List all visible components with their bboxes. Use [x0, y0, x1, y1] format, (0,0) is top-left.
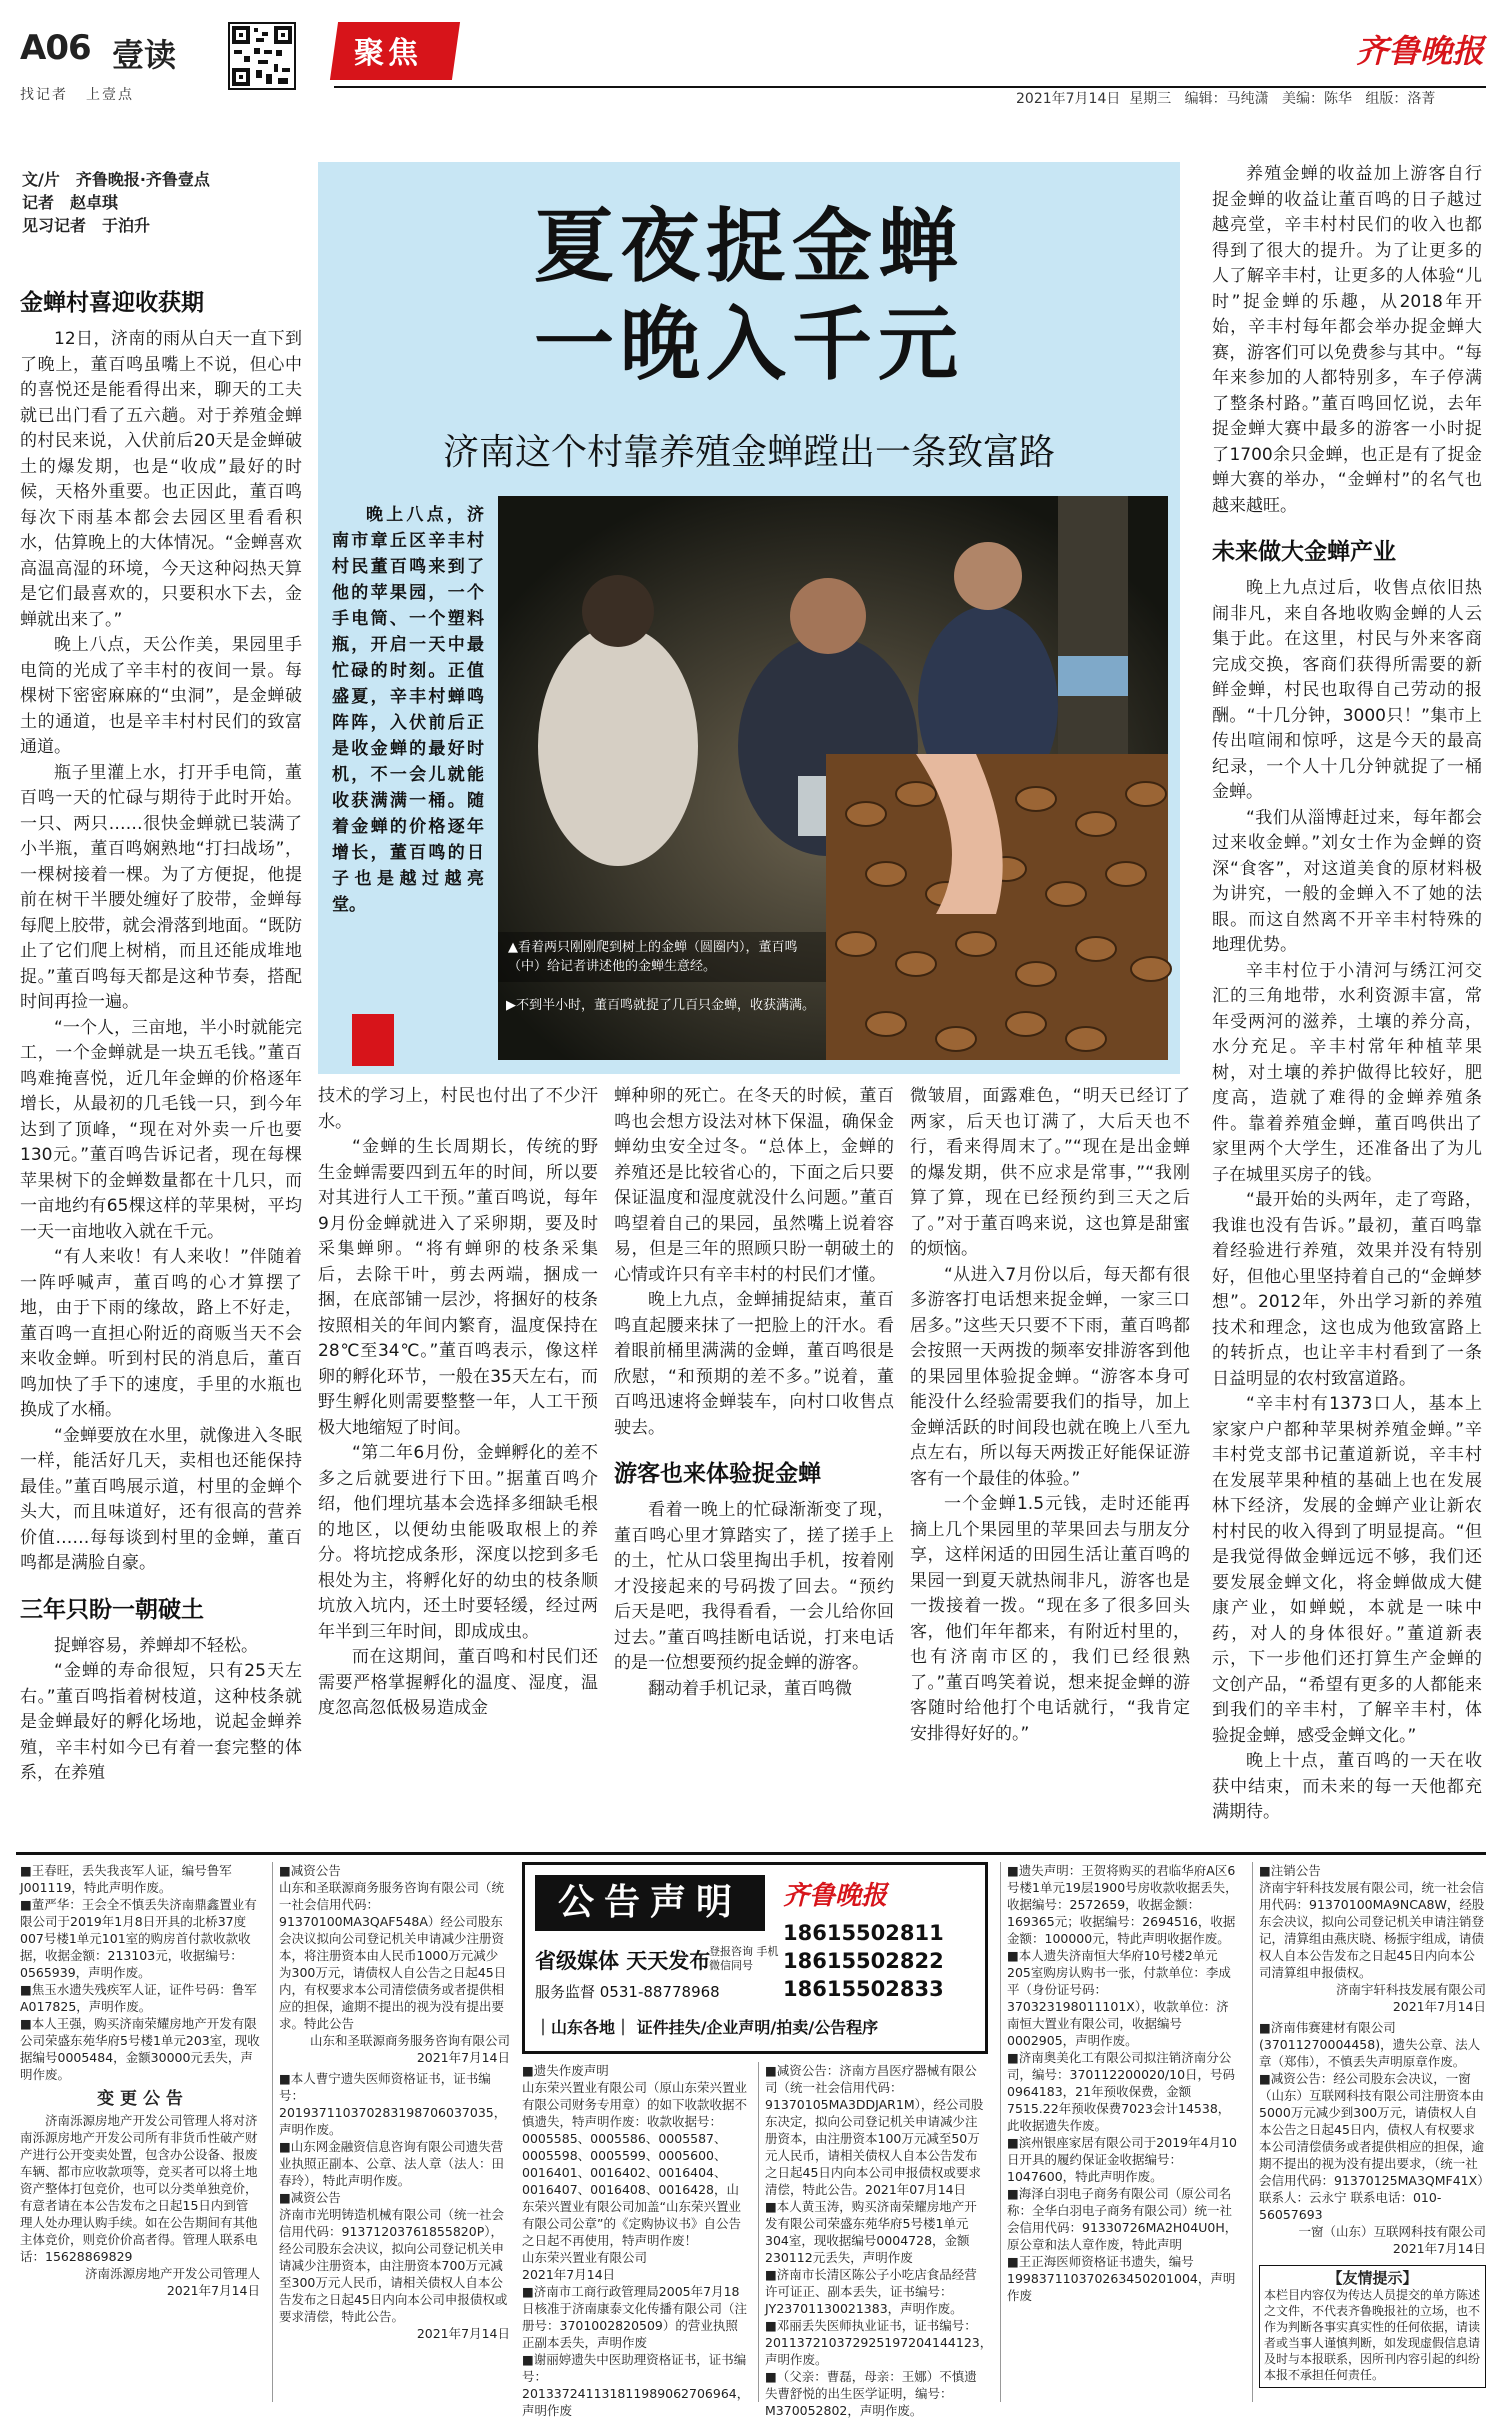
masthead: [16, 22, 1486, 112]
paragraph: “第二年6月份，金蝉孵化的差不多之后就要进行下田。”据董百鸣介绍，他们埋坑基本会选择多细缺毛根的地区，以便幼虫能吸取根上的养分。将坑挖成条形，深度以挖到多毛根处为主，将孵化好的幼虫的枝条顺坑放入坑内，还土时要轻缓，经过两年半到三年时间，即成成虫。: [318, 1443, 598, 1642]
paragraph: 捉蝉容易，养蝉却不轻松。: [54, 1635, 258, 1656]
paragraph: 辛丰村位于小清河与绣江河交汇的三角地带，水利资源丰富，常年受两河的滋养，土壤的养分高，水分充足。辛丰村常年种植苹果树，对土壤的养护做得比较好，肥度高，造就了难得的金蝉养殖条件。靠着养殖金蝉，董百鸣供出了家里两个大学生，还准备出了为儿子在城里买房子的钱。: [1212, 960, 1482, 1185]
paragraph: “金蝉的生长周期长，传统的野生金蝉需要四到五年的时间，所以要对其进行人工干预。”董百鸣说，每年9月份金蝉就进入了采卵期，要及时采集蝉卵。“将有蝉卵的枝条采集后，去除干叶，剪去两端，捆成一捆，在底部铺一层沙，将捆好的枝条按照相关的年间内繁育，温度保持在28℃至34℃。”董百鸣表示，像这样卵的孵化环节，一般在35天左右，而野生孵化则需要整整一年，人工干预极大地缩短了时间。: [318, 1137, 598, 1438]
byline-trainee: 见习记者 于泊升: [22, 216, 151, 235]
paragraph: 技术的学习上，村民也付出了不少汗水。: [318, 1086, 598, 1132]
cicada-pile-illustration: [826, 754, 1168, 1060]
banner-logo: 齐鲁晚报: [783, 1881, 888, 1911]
subheading-3: 游客也来体验捉金蝉: [614, 1461, 821, 1487]
subline-b: 上壹点: [86, 87, 134, 103]
paragraph: 蝉种卵的死亡。在冬天的时候，董百鸣也会想方设法对林下保温，确保金蝉幼虫安全过冬。“总体上，金蝉的养殖还是比较省心的，下面之后只要保证温度和湿度就没什么问题。”董百鸣望着自己的果园，虽然嘴上说着容易，但是三年的照顾只盼一朝破土的心情或许只有辛丰村的村民们才懂。: [614, 1086, 894, 1285]
notice-signer: 山东和圣联源商务服务咨询有限公司: [309, 2033, 510, 2048]
paragraph: 晚上九点，金蝉捕捉結束，董百鸣直起腰来抹了一把脸上的汗水。看着眼前桶里满满的金蝉，董百鸣很是欣慰，“和预期的差不多。”说着，董百鸣迅速将金蝉装车，向村口收售点驶去。: [614, 1290, 894, 1438]
notice-date: 2021年7月14日: [1392, 1999, 1486, 2014]
notices-6: ■注销公告 济南宇轩科技发展有限公司，统一社会信用代码：91370100MA9NCA8W，经股东会决议，拟向公司登记机关申请注销登记，清算组由燕庆晓、杨振宇组成，请债权人自本公告发布之日起45日内向本公司清算组申报债权。: [1259, 1863, 1485, 1980]
subline-a: 找记者: [20, 87, 68, 103]
headline-line-2: 一晚入千元: [534, 297, 964, 391]
paragraph: “一个人，三亩地，半小时就能完工，一个金蝉就是一块五毛钱。”董百鸣难掩喜悦，近几年金蝉的价格逐年增长，从最初的几毛钱一只，到今年达到了顶峰，“现在对外卖一斤也要130元。”董百鸣告诉记者，现在每棵苹果树下的金蝉数量都在十几只，而一亩地约有65棵这样的苹果树，平均一天一亩地收入就在千元。: [20, 1017, 302, 1242]
ad-column-2: [272, 1862, 510, 2402]
subheading-2: 三年只盼一朝破土: [20, 1596, 204, 1623]
banner-services: ｜山东各地｜ 证件挂失/企业声明/拍卖/公告程序: [535, 2018, 879, 2037]
main-photo: [498, 496, 1168, 1060]
notices-1: ■王春旺，丢失我丧军人证，编号鲁军J001119，特此声明作废。 ■董严华：王会全不慎丢失济南鼎鑫置业有限公司于2019年1月8日开具的北桥37度007号楼1单元101室的购房首付款收款收据，收据金额：213103元，收据编号：0565939，声明作废。 ■焦玉水遗失残疾军人证，证件号码：鲁军A017825，声明作废。 ■本人王强，购买济南荣耀房地产开发有限公司荣盛东苑华府5号楼1单元203室，现收据编号0005484，金额30000元丢失，声明作废。: [20, 1863, 260, 2082]
notice-body: 济南泺源房地产开发公司管理人将对济南泺源房地产开发公司所有非货币性破产财产进行公开变卖处置，包含办公设备、报废车辆、都市应收款项等，竞买者可以将土地资产整体打包竞价，也可以分类单独竞价，有意者请在本公告发布之日起15日内到管理人处办理认购手续。如在公告期间有其他主体竞价，则竞价价高者得。管理人联系电话：15628869829: [20, 2113, 258, 2264]
section-name: 壹读: [112, 36, 177, 74]
notice-date: 2021年7月14日: [416, 2326, 510, 2341]
photo-caption-1: ▲看着两只刚刚爬到树上的金蝉（圆圈内），董百鸣（中）给记者讲述他的金蝉生意经。: [498, 932, 826, 982]
ad-column-4: ■减资公告：济南方昌医疗器械有限公司（统一社会信用代码：91370105MA3DDJAR1M），经公司股东决定，拟向公司登记机关申请减少注册资本，由注册资本100万元减至50万元人民币，请相关债权人自本公告发布之日起45日内向本公司申报债权或要求清偿，特此公告。2021年07月14日 ■本人黄玉涛，购买济南荣耀房地产开发有限公司荣盛东苑华府5号楼1单元304室，现收据编号0004728，金额230112元丢失，声明作废 ■济南市长清区陈公子小吃店食品经营许可证正、副本丢失，证书编号：JY23701130021383，声明作废。 ■邓丽丢失医师执业证书，证书编号：201137210372925197204144123，声明作废。 ■（父亲：曹磊，母亲：王娜）不慎遗失曹舒悦的出生医学证明，编号：M370052802，声明作废。: [758, 2062, 988, 2402]
notices-2: ■减资公告 山东和圣联源商务服务咨询有限公司（统一社会信用代码：91370100MA3QAF548A）经公司股东会决议拟向公司登记机关申请减少注册资本，将注册资本由人民币1000万元减少为300万元，请债权人自公告之日起45日内，有权要求本公司清偿债务或者提供相应的担保，逾期不提出的视为没有提出要求。特此公告: [279, 1863, 507, 2031]
column-5: [1212, 162, 1482, 1826]
paragraph: “金蝉的寿命很短，只有25天左右。”董百鸣指着树枝道，这种枝条就是金蝉最好的孵化场地，说起金蝉养殖，辛丰村如今已有着一套完整的体系，在养殖: [20, 1661, 302, 1783]
section-tag-label: 聚焦: [354, 36, 422, 71]
paragraph: “我们从淄博赶过来，每年都会过来收金蝉。”刘女士作为金蝉的资深“食客”，对这道美食的原材料极为讲究，一般的金蝉入不了她的法眼。而这自然离不开辛丰村特殊的地理优势。: [1212, 807, 1482, 955]
issue-info: [1016, 88, 1435, 108]
editor-name: 编辑：马纯潇: [1184, 91, 1269, 107]
lead-paragraph: [332, 502, 484, 1002]
banner-slogan: 省级媒体 天天发布: [535, 1949, 711, 1973]
tip-title: 【友情提示】: [1327, 2269, 1418, 2287]
proofreader-name: 组版：洛菁: [1365, 91, 1436, 107]
issue-date: 2021年7月14日: [1016, 91, 1121, 107]
phone-2: 18615502822: [783, 1949, 944, 1973]
paragraph: “最开始的头两年，走了弯路，我谁也没有告诉。”最初，董百鸣靠着经验进行养殖，效果并没有特别好，但他心里坚持着自己的“金蝉梦想”。2012年，外出学习新的养殖技术和理念，这也成为他致富路上的转折点，也让辛丰村看到了一条日益明显的农村致富道路。: [1212, 1190, 1482, 1389]
subheading-4: 未来做大金蝉产业: [1212, 539, 1396, 565]
notices-6b: ■济南伟赛建材有限公司(37011270004458)，遗失公章、法人章（郑伟），不慎丢失声明原章作废。 ■减资公告：经公司股东会决议，一窗（山东）互联网科技有限公司注册资本由5000万元减少到300万元，请债权人自本公告之日起45日内，债权人有权要求本公司清偿债务或者提供相应的担保，逾期不提出的视为没有提出要求，（统一社会信用代码：91370125MA3QMF41X）联系人：云永宁 联系电话：010-56057693: [1259, 2020, 1485, 2222]
designer-name: 美编：陈华: [1281, 91, 1352, 107]
phone-3: 18615502833: [783, 1977, 944, 2001]
byline-agency: 文/片 齐鲁晚报·齐鲁壹点: [22, 170, 210, 189]
column-4: [910, 1084, 1190, 1747]
ad-column-5: ■遗失声明：王贺将购买的君临华府A区6号楼1单元19层1900号房收款收据丢失，收据编号：2572659，收据金额：169365元；收据编号：2694516，收据金额：100000元，特此声明收据作废。 ■本人遗失济南恒大华府10号楼2单元205室购房认购书一张，付款单位：李成平（身份证号码：370323198011101X），收款单位：济南恒大置业有限公司，收据编号0002905，声明作废。 ■济南奥美化工有限公司拟注销济南分公司，编号：370112200020/10日，号码0964183，21年预收保费，金额7515.22年预收保费7023会计14538，此收据遗失作废。 ■滨州银座家居有限公司于2019年4月10日开具的履约保证金收据编号：1047600，特此声明作废。 ■海泽白羽电子商务有限公司（原公司名称：全华白羽电子商务有限公司）统一社会信用代码：91330726MA2H04U0H，原公章和法人章作废，特此声明 ■王正海医师资格证书遗失，编号199837110370263450201004，声明作废: [1000, 1862, 1240, 2402]
qr-code-icon: [228, 22, 296, 90]
byline-reporter: 记者 赵卓琪: [22, 193, 119, 212]
paragraph: 微皱眉，面露难色，“明天已经订了两家，后天也订满了，大后天也不行，看来得周末了。”“现在是出金蝉的爆发期，供不应求是常事，”“我刚算了算，现在已经预约到三天之后了。”对于董百鸣来说，这也算是甜蜜的烦恼。: [910, 1086, 1190, 1259]
phone-1: 18615502811: [783, 1921, 944, 1945]
column-3: [614, 1084, 894, 1702]
paragraph: “从进入7月份以后，每天都有很多游客打电话想来捉金蝉，一家三口居多。”这些天只要不下雨，董百鸣都会按照一天两拨的频率安排游客到他的果园里体验捉金蝉。“游客本身可能没什么经验需要我们的指导，加上金蝉活跃的时间段也就在晚上八至九点左右，所以每天两拨正好能保证游客有一个最佳的体验。”: [910, 1264, 1190, 1489]
paragraph: “有人来收！有人来收！”伴随着一阵呼喊声，董百鸣的心才算摆了地，由于下雨的缘故，路上不好走，董百鸣一直担心附近的商贩当天不会来收金蝉。听到村民的消息后，董百鸣加快了手下的速度，手里的水瓶也换成了水桶。: [20, 1247, 302, 1420]
paragraph: 看着一晚上的忙碌渐渐变了现，董百鸣心里才算踏实了，搓了搓手上的土，忙从口袋里掏出手机，按着刚才没接起来的号码拨了回去。“预约后天是吧，我得看看，一会儿给你回过去。”董百鸣挂断电话说，打来电话的是一位想要预约捉金蝉的游客。: [614, 1500, 894, 1673]
issue-weekday: 星期三: [1129, 91, 1172, 107]
headline-line-1: 夏夜捉金蝉: [534, 199, 964, 293]
paragraph: 晚上十点，董百鸣的一天在收获中结束，而未来的每一天他都充满期待。: [1212, 1751, 1482, 1822]
byline: [22, 168, 302, 237]
column-1: [20, 270, 302, 1787]
photo-caption-2: ▶不到半小时，董百鸣就捉了几百只金蝉，收获满满。: [506, 998, 815, 1013]
notice-signer: 济南泺源房地产开发公司管理人: [84, 2266, 260, 2281]
decor-red-block: [352, 1014, 394, 1066]
notice-title: 变 更 公 告: [97, 2089, 183, 2109]
banner-service: 服务监督 0531-88778968: [535, 1983, 720, 2001]
notice-signer: 一窗（山东）互联网科技有限公司: [1298, 2224, 1486, 2239]
paragraph: 翻动着手机记录，董百鸣微: [648, 1678, 852, 1699]
paragraph: 12日，济南的雨从白天一直下到了晚上，董百鸣虽嘴上不说，但心中的喜悦还是能看得出来，聊天的工夫就已出门看了五六趟。对于养殖金蝉的村民来说，入伏前后20天是金蝉破土的爆发期，也是“收成”最好的时候，天格外重要。也正因此，董百鸣每次下雨基本都会去园区里看看积水，估算晚上的大体情况。“金蝉喜欢高温高湿的环境，今天这种闷热天算是它们最喜欢的，只要积水下去，金蝉就出来了。”: [20, 329, 302, 630]
paragraph: 一个金蝉1.5元钱，走时还能再摘上几个果园里的苹果回去与朋友分享，这样闲适的田园生活让董百鸣的果园一到夏天就热闹非凡，游客也是一拨接着一拨。“现在多了很多回头客，他们年年都来，有附近村里的，也有济南市区的，我们已经很熟了。”董百鸣笑着说，想来捉金蝉的游客随时给他打个电话就行，“我肯定安排得好好的。”: [910, 1494, 1190, 1744]
paragraph: 养殖金蝉的收益加上游客自行捉金蝉的收益让董百鸣的日子越过越亮堂，辛丰村村民们的收入也都得到了很大的提升。为了让更多的人了解辛丰村，让更多的人体验“儿时”捉金蝉的乐趣，从2018年开始，辛丰村每年都会举办捉金蝉大赛，游客们可以免费参与其中。“每年来参加的人都特别多，车子停满了整条村路。”董百鸣回忆说，去年捉金蝉大赛中最多的游客一小时捉了1700余只金蝉，也正是有了捉金蝉大赛的举办，“金蝉村”的名气也越来越旺。: [1212, 164, 1482, 516]
tip-text: 本栏目内容仅为传达人员提交的单方陈述之文件，不代表齐鲁晚报社的立场，也不作为判断各事实真实性的任何依据，请读者或当事人谨慎判断，如发现虚假信息请及时与本报联系，因所刊内容引起的纠纷本报不承担任何责任。: [1264, 2288, 1481, 2382]
subheading-1: 金蝉村喜迎收获期: [20, 290, 204, 316]
paper-logo: 齐鲁晚报: [1356, 32, 1485, 70]
headline-subtitle: 济南这个村靠养殖金蝉蹚出一条致富路: [442, 432, 1055, 473]
paragraph: “金蝉要放在水里，就像进入冬眠一样，能活好几天，卖相也还能保持最佳。”董百鸣展示道，村里的金蝉个头大，而且味道好，还有很高的营养价值……每每谈到村里的金蝉，董百鸣都是满脸自豪。: [20, 1425, 302, 1573]
ad-column-3: ■遗失作废声明 山东荣兴置业有限公司（原山东荣兴置业有限公司财务专用章）的如下收款收据不慎遗失，特声明作废：收款收据号：0005585、0005586、0005587、0005598、0005599、0005600、0016401、0016402、0016404、0016407、0016408、0016428，山东荣兴置业有限公司加盖“山东荣兴置业有限公司公章”的《定购协议书》自公告之日起不再使用，特声明作废！ 山东荣兴置业有限公司 2021年7月14日 ■济南市工商行政管理局2005年7月18日核准于济南康泰文化传播有限公司（注册号：3701002820509）的营业执照正副本丢失，声明作废 ■谢丽婷遗失中医助理资格证书，证书编号：201337241131811989062706964，声明作废: [522, 2063, 750, 2418]
friendly-tip-box: [1259, 2265, 1486, 2388]
ads-top-rule: [16, 1852, 1486, 1855]
ad-column-1: [20, 1862, 260, 2402]
notices-2b: ■本人曹宁遗失医师资格证书，证书编号：201937110370283198706037035，声明作废。 ■山东网金融资信息咨询有限公司遗失营业执照正副本、公章、法人章（法人：田春玲），特此声明作废。 ■减资公告 济南市光明铸造机械有限公司（统一社会信用代码：91371203761855820P），经公司股东会决议，拟向公司登记机关申请减少注册资本，由注册资本700万元减至300万元人民币，请相关债权人自本公告发布之日起45日内向本公司申报债权或要求清偿，特此公告。: [279, 2071, 508, 2324]
page-number: A06: [20, 28, 91, 68]
paragraph: “辛丰村有1373口人，基本上家家户户都种苹果树养殖金蝉。”辛丰村党支部书记董道新说，辛丰村在发展苹果种植的基础上也在发展林下经济，发展的金蝉产业让新农村村民的收入得到了明显提高。“但是我觉得做金蝉远远不够，我们还要发展金蝉文化，将金蝉做成大健康产业，如蝉蜕，本就是一味中药，对人的身体很好。”董道新表示，下一步他们还打算生产金蝉的文创产品，“希望有更多的人都能来到我们的辛丰村，了解辛丰村，体验捉金蝉，感受金蝉文化。”: [1212, 1394, 1482, 1746]
ad-banner: [522, 1862, 988, 2054]
column-2: [318, 1084, 598, 1722]
masthead-subline: [20, 84, 134, 104]
paragraph: 晚上八点，天公作美，果园里手电筒的光成了辛丰村的夜间一景。每棵树下密密麻麻的“虫洞”，是金蝉破土的通道，也是辛丰村村民们的致富通道。: [20, 635, 302, 757]
notice-date: 2021年7月14日: [1392, 2241, 1486, 2256]
headline-block: [318, 162, 1180, 1074]
ad-column-6: [1252, 1862, 1486, 2402]
notice-date: 2021年7月14日: [416, 2050, 510, 2065]
banner-phones: [783, 1919, 944, 2003]
paragraph: 而在这期间，董百鸣和村民们还需要严格掌握孵化的温度、湿度，温度忽高忽低极易造成金: [318, 1647, 598, 1718]
paragraph: 瓶子里灌上水，打开手电筒，董百鸣一天的忙碌与期待于此时开始。一只、两只……很快金蝉就已装满了小半瓶，董百鸣娴熟地“打扫战场”，一棵树接着一棵。为了方便捉，他提前在树干半腰处缠好了胶带，金蝉每每爬上胶带，就会滑落到地面。“既防止了它们爬上树梢，而且还能成堆地捉。”董百鸣每天都是这种节奏，搭配时间再捡一遍。: [20, 762, 302, 1012]
banner-consult: 登报咨询 手机微信同号: [709, 1945, 779, 1972]
notice-signer: 济南宇轩科技发展有限公司: [1335, 1982, 1486, 1997]
inset-photo: [826, 754, 1168, 1060]
paragraph: 晚上九点过后，收售点依旧热闹非凡，来自各地收购金蝉的人云集于此。在这里，村民与外来客商完成交换，客商们获得所需要的新鲜金蝉，村民也取得自己劳动的报酬。“十几分钟，3000只！”集市上传出喧闹和惊呼，这是今天的最高纪录，一个人十几分钟就捉了一桶金蝉。: [1212, 578, 1482, 802]
banner-title: 公告声明: [535, 1875, 765, 1931]
lead-text: 晚上八点，济南市章丘区辛丰村村民董百鸣来到了他的苹果园，一个手电筒、一个塑料瓶，开启一天中最忙碌的时刻。正值盛夏，辛丰村蝉鸣阵阵，入伏前后正是收金蝉的最好时机，不一会儿就能收获满满一桶。随着金蝉的价格逐年增长，董百鸣的日子也是越过越亮堂。: [332, 505, 484, 915]
notice-date: 2021年7月14日: [166, 2283, 260, 2298]
